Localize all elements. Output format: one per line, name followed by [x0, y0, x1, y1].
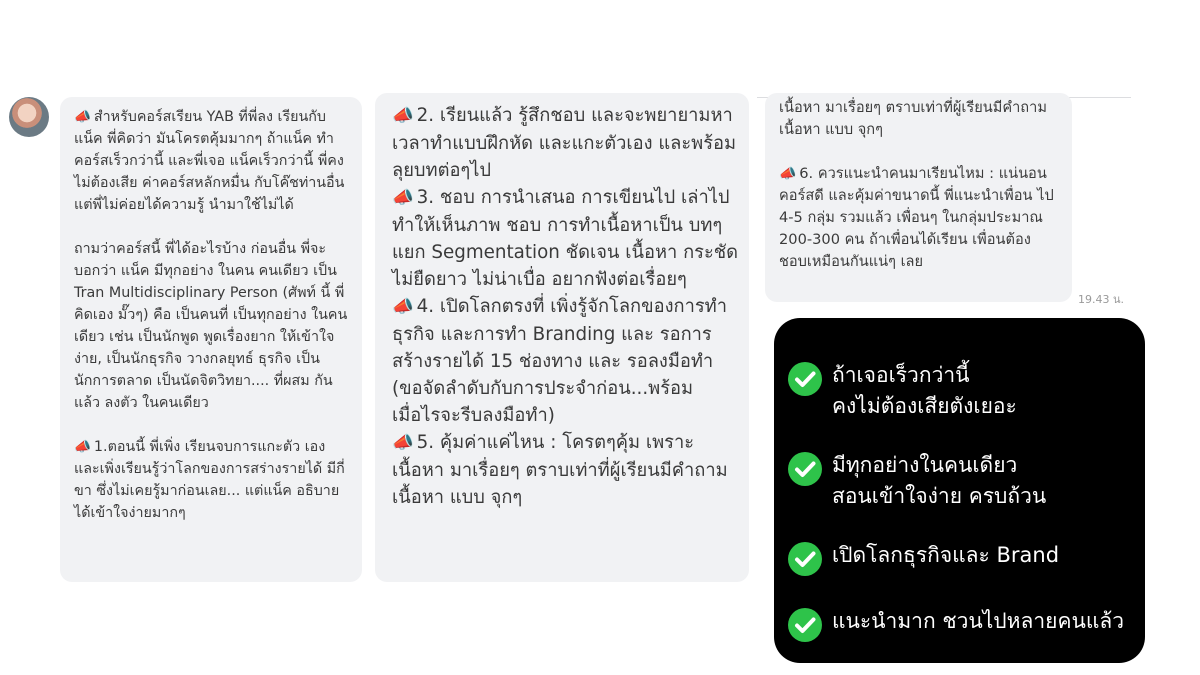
chat-message-2	[375, 93, 749, 582]
sender-avatar[interactable]	[9, 97, 49, 137]
chat-message-3	[765, 93, 1072, 302]
summary-text: คงไม่ต้องเสียตังเยอะ	[832, 394, 1017, 418]
summary-text: สอนเข้าใจง่าย ครบถ้วน	[832, 484, 1047, 508]
summary-item	[788, 450, 1145, 512]
message-text: 5. คุ้มค่าแค่ไหน : โครตๆคุ้ม เพราะเนื้อหา มาเรื่อยๆ ตราบเท่าที่ผู้เรียนมีคำถาม เนื้อหา แบบ จุกๆ	[392, 432, 728, 508]
summary-text: ถ้าเจอเร็วกว่านี้	[832, 363, 970, 387]
chat-message-1	[60, 97, 362, 582]
megaphone-icon: 📣	[392, 106, 414, 126]
megaphone-icon: 📣	[74, 109, 91, 125]
megaphone-icon: 📣	[392, 433, 414, 453]
summary-item	[788, 540, 1145, 576]
message-timestamp: 19.43 น.	[1078, 293, 1125, 306]
summary-text: แนะนำมาก ชวนไปหลายคนแล้ว	[832, 609, 1125, 633]
message-text: 1.ตอนนี้ พี่เพิ่ง เรียนจบการแกะตัว เอง และเพิ่งเรียนรู้ว่าโลกของการสร่างรายได้ มีกี่ ขา ซึ่งไม่เคยรู้มาก่อนเลย... แต่แน็ค อธิบายได้เข้าใจง่ายมากๆ	[74, 439, 345, 521]
summary-card	[774, 318, 1145, 663]
summary-text: เปิดโลกธุรกิจและ Brand	[832, 543, 1060, 567]
summary-item	[788, 606, 1145, 642]
check-circle-icon	[788, 608, 822, 642]
summary-text: มีทุกอย่างในคนเดียว	[832, 453, 1018, 477]
check-circle-icon	[788, 362, 822, 396]
message-text: เนื้อหา มาเรื่อยๆ ตราบเท่าที่ผู้เรียนมีคำถาม เนื้อหา แบบ จุกๆ	[779, 99, 1047, 138]
message-text: ถามว่าคอร์สนี้ พี่ได้อะไรบ้าง ก่อนอื่น พี่จะบอกว่า แน็ค มีทุกอย่าง ในคน คนเดียว เป็น Tran Multidisciplinary Person (ศัพท์ นี้ พี่คิดเอง มั๊วๆ) คือ เป็นคนที่ เป็นทุกอย่าง ในคนเดียว เช่น เป็นนักพูด พูดเรื่องยาก ให้เข้าใจง่าย, เป็นนักธุรกิจ วางกลยุทธ์ ธุรกิจ เป็น นักการตลาด เป็นนัดจิตวิทยา.... ที่ผสม กันแล้ว ลงตัว ในคนเดียว	[74, 241, 348, 411]
megaphone-icon: 📣	[74, 439, 91, 455]
megaphone-icon: 📣	[392, 297, 414, 317]
megaphone-icon: 📣	[779, 166, 797, 182]
message-text: สำหรับคอร์สเรียน YAB ที่พี่ลง เรียนกับแน็ค พี่คิดว่า มันโครตคุ้มมากๆ ถ้าแน็ค ทำคอร์สเร็วกว่านี้ และพี่เจอ แน็คเร็วกว่านี้ พี่คงไม่ต้องเสีย ค่าคอร์สหลักหมื่น กับโค๊ชท่านอื่น แต่พี่ไม่ค่อยได้ความรู้ นำมาใช้ไม่ได้	[74, 109, 345, 213]
summary-item	[788, 360, 1145, 422]
megaphone-icon: 📣	[392, 188, 414, 208]
message-text: 4. เปิดโลกตรงที่ เพิ่งรู้จักโลกของการทำธุรกิจ และการทำ Branding และ รอการสร้างรายได้ 15 ช่องทาง และ รอลงมือทำ (ขอจัดลำดับกับการประจำก่อน...พร้อมเมื่อไรจะรีบลงมือทำ)	[392, 296, 727, 426]
message-text: 2. เรียนแล้ว รู้สึกชอบ และจะพยายามหาเวลาทำแบบฝึกหัด และแกะตัวเอง และพร้อมลุยบทต่อๆไป	[392, 105, 737, 181]
message-text: 3. ชอบ การนำเสนอ การเขียนไป เล่าไป ทำให้เห็นภาพ ชอบ การทำเนื้อหาเป็น บทๆ แยก Segmentation ชัดเจน เนื้อหา กระชัด ไม่ยืดยาว ไม่น่าเบื่อ อยากฟังต่อเรื่อยๆ	[392, 187, 739, 290]
check-circle-icon	[788, 542, 822, 576]
message-text: 6. ควรแนะนำคนมาเรียนไหม : แน่นอน คอร์สดี และคุ้มค่าขนาดนี้ พี่แนะนำเพื่อน ไป 4-5 กลุ่ม รวมแล้ว เพื่อนๆ ในกลุ่มประมาณ 200-300 คน ถ้าเพื่อนได้เรียน เพื่อนต้อง ชอบเหมือนกันแน่ๆ เลย	[779, 165, 1054, 270]
check-circle-icon	[788, 452, 822, 486]
